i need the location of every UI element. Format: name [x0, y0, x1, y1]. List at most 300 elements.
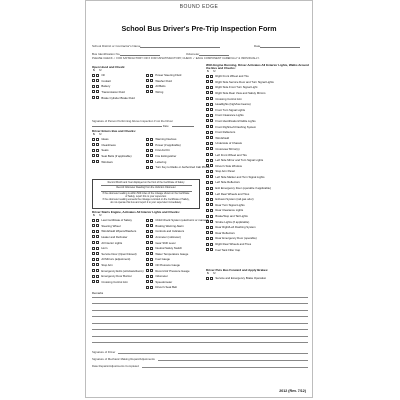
cert-line-6: do not operate this bus and report it to your supervisor immediately.: [110, 201, 182, 205]
person-date-label: Date: [162, 124, 169, 128]
satisfactory-checkbox[interactable]: [206, 91, 209, 94]
bus-id-field[interactable]: [92, 53, 160, 56]
cert-line-1: Record Month and Year displayed on the front of the Certificate of Safety: [107, 180, 185, 184]
satisfactory-checkbox[interactable]: [206, 103, 209, 106]
engine-running-section: [206, 64, 310, 252]
checklist-item-label: Lettering: [155, 159, 167, 164]
satisfactory-checkbox[interactable]: [206, 80, 209, 83]
unsatisfactory-checkbox[interactable]: [210, 198, 213, 201]
unsatisfactory-checkbox[interactable]: [210, 159, 213, 162]
unsatisfactory-checkbox[interactable]: [210, 147, 213, 150]
remarks-label: Remarks: [92, 291, 308, 298]
unsatisfactory-checkbox[interactable]: [96, 247, 99, 250]
remarks-line[interactable]: [92, 337, 308, 344]
unsatisfactory-checkbox[interactable]: [96, 90, 99, 93]
checklist-item-label: Record Air Pressure Gauge: [155, 268, 190, 273]
checklist-item-label: Exhaust System (rail gas odor): [215, 197, 254, 202]
satisfactory-checkbox[interactable]: [206, 220, 209, 223]
checklist-item-label: Fuel Gauge: [155, 257, 170, 262]
unsatisfactory-checkbox[interactable]: [150, 160, 153, 163]
satisfactory-checkbox[interactable]: [92, 90, 95, 93]
unsatisfactory-checkbox[interactable]: [210, 142, 213, 145]
satisfactory-checkbox[interactable]: [206, 97, 209, 100]
checklist-item-label: Washer Fluid: [155, 78, 172, 83]
mechanic-signature-label: Signature of Mechanic Making Repair/Adjustments: [92, 357, 155, 361]
unsatisfactory-checkbox[interactable]: [210, 170, 213, 173]
satisfactory-checkbox[interactable]: [206, 108, 209, 111]
checklist-item-label: Oil Pressure Gauge: [155, 262, 180, 267]
satisfactory-checkbox[interactable]: [92, 96, 95, 99]
checklist-item-label: Child Check System (electronic or manual): [155, 218, 209, 223]
unsatisfactory-checkbox[interactable]: [210, 108, 213, 111]
odometer-label: Odometer: [186, 52, 200, 56]
checklist-item-label: Glass: [101, 137, 109, 142]
repairs-date-label: Date Repairs/Adjustments Completed: [92, 364, 139, 368]
satisfactory-checkbox[interactable]: [92, 85, 95, 88]
checklist-item-label: Emergency Exits (windows/doors): [101, 268, 144, 273]
brakes-header: Driver Puts Bus Forward and Apply Brakes:: [206, 268, 269, 272]
unsatisfactory-checkbox[interactable]: [150, 286, 153, 289]
satisfactory-checkbox[interactable]: [146, 160, 149, 163]
unsatisfactory-checkbox[interactable]: [210, 175, 213, 178]
unsatisfactory-checkbox[interactable]: [150, 235, 153, 238]
unsatisfactory-checkbox[interactable]: [210, 215, 213, 218]
satisfactory-checkbox[interactable]: [92, 280, 95, 283]
satisfactory-checkbox[interactable]: [92, 160, 95, 163]
unsatisfactory-checkbox[interactable]: [96, 219, 99, 222]
su-label: S U: [93, 214, 104, 218]
satisfactory-checkbox[interactable]: [146, 166, 149, 169]
satisfactory-checkbox[interactable]: [146, 275, 149, 278]
checklist-item-label: Front Clearance Lights: [215, 113, 244, 118]
unsatisfactory-checkbox[interactable]: [210, 243, 213, 246]
certificate-box: [92, 179, 200, 209]
satisfactory-checkbox[interactable]: [92, 79, 95, 82]
unsatisfactory-checkbox[interactable]: [210, 86, 213, 89]
satisfactory-checkbox[interactable]: [92, 263, 95, 266]
unsatisfactory-checkbox[interactable]: [210, 203, 213, 206]
unsatisfactory-checkbox[interactable]: [150, 247, 153, 250]
unsatisfactory-checkbox[interactable]: [210, 237, 213, 240]
satisfactory-checkbox[interactable]: [92, 241, 95, 244]
unsatisfactory-checkbox[interactable]: [150, 275, 153, 278]
checklist-item-label: Power Steering Fluid: [155, 73, 182, 78]
checklist-item-label: Rear Emergency Door (operable): [215, 236, 257, 241]
satisfactory-checkbox[interactable]: [146, 219, 149, 222]
unsatisfactory-checkbox[interactable]: [210, 119, 213, 122]
checklist-item-label: Speedometer: [155, 279, 173, 284]
driver-starts-col-b: [146, 217, 209, 290]
satisfactory-checkbox[interactable]: [92, 247, 95, 250]
checklist-item-label: Steering Wheel: [101, 223, 121, 228]
cert-line-2: Record Odometer Reading from the Vehicle's Odometer: [116, 186, 176, 190]
satisfactory-checkbox[interactable]: [146, 224, 149, 227]
satisfactory-checkbox[interactable]: [206, 231, 209, 234]
unsatisfactory-checkbox[interactable]: [210, 75, 213, 78]
brakes-section: [206, 269, 310, 281]
unsatisfactory-checkbox[interactable]: [210, 131, 213, 134]
satisfactory-checkbox[interactable]: [146, 149, 149, 152]
satisfactory-checkbox[interactable]: [206, 75, 209, 78]
bus-id-label: Bus Identification No.: [92, 52, 121, 56]
inspection-form: [85, 0, 313, 398]
mechanic-signature-field[interactable]: [92, 354, 308, 361]
checklist-item-label: First Aid Kit: [155, 148, 170, 153]
satisfactory-checkbox[interactable]: [92, 143, 95, 146]
unsatisfactory-checkbox[interactable]: [96, 252, 99, 255]
satisfactory-checkbox[interactable]: [92, 138, 95, 141]
instructions-note: PLEASE CHECK ✓ FOR SATISFACTORY OR X FOR UNSATISFACTORY, CHECK ✓ EACH COMPONENT CAREFULLY & INDIVIDUALLY.: [92, 57, 260, 60]
unsatisfactory-checkbox[interactable]: [150, 74, 153, 77]
checklist-item-label: Rear Turn Signal Lights: [215, 202, 245, 207]
unsatisfactory-checkbox[interactable]: [96, 96, 99, 99]
checklist-item-label: Seat Belts (if applicable): [101, 153, 132, 158]
satisfactory-checkbox[interactable]: [92, 252, 95, 255]
checklist-item-label: Rear Reflectors: [215, 230, 235, 235]
date-label: Date: [254, 44, 261, 48]
unsatisfactory-checkbox[interactable]: [150, 138, 153, 141]
su-label: S U: [93, 69, 104, 73]
checklist-item-label: Front Right/Left Flashing System: [215, 124, 257, 129]
unsatisfactory-checkbox[interactable]: [150, 258, 153, 261]
satisfactory-checkbox[interactable]: [146, 258, 149, 261]
satisfactory-checkbox[interactable]: [146, 138, 149, 141]
unsatisfactory-checkbox[interactable]: [96, 138, 99, 141]
satisfactory-checkbox[interactable]: [206, 119, 209, 122]
checklist-item: [92, 159, 146, 165]
brakes-list: [206, 275, 310, 281]
satisfactory-checkbox[interactable]: [146, 143, 149, 146]
unsatisfactory-checkbox[interactable]: [150, 241, 153, 244]
unsatisfactory-checkbox[interactable]: [210, 181, 213, 184]
checklist-item-label: Windshield Wipers/Washers: [101, 229, 137, 234]
checklist-item-label: Emergency Door Buzzer: [101, 274, 132, 279]
checklist-item-label: Controls and Indicators: [155, 229, 185, 234]
checklist-item: [146, 285, 200, 291]
driver-enters-header: Driver Enters Bus and Checks:: [92, 129, 137, 133]
unsatisfactory-checkbox[interactable]: [150, 219, 153, 222]
satisfactory-checkbox[interactable]: [206, 248, 209, 251]
person-signature-label: Signature of Person Performing Above Inspection if not the Driver: [92, 119, 173, 123]
satisfactory-checkbox[interactable]: [206, 226, 209, 229]
unsatisfactory-checkbox[interactable]: [210, 164, 213, 167]
driver-signature-field[interactable]: [92, 347, 308, 354]
date-field[interactable]: [254, 45, 300, 48]
unsatisfactory-checkbox[interactable]: [210, 277, 213, 280]
checklist-item-label: Battery: [101, 84, 111, 89]
unsatisfactory-checkbox[interactable]: [96, 154, 99, 157]
satisfactory-checkbox[interactable]: [206, 209, 209, 212]
open-hood-col-a: [92, 72, 146, 100]
checklist-item-label: Service and Emergency Brake Operation: [215, 276, 267, 281]
satisfactory-checkbox[interactable]: [206, 215, 209, 218]
unsatisfactory-checkbox[interactable]: [150, 263, 153, 266]
unsatisfactory-checkbox[interactable]: [150, 79, 153, 82]
satisfactory-checkbox[interactable]: [92, 230, 95, 233]
satisfactory-checkbox[interactable]: [146, 241, 149, 244]
district-label: School District or Contractor's Name: [92, 44, 141, 48]
checklist-item-label: Brake Cylinder Brake Fluid: [101, 95, 135, 100]
unsatisfactory-checkbox[interactable]: [96, 263, 99, 266]
satisfactory-checkbox[interactable]: [206, 164, 209, 167]
satisfactory-checkbox[interactable]: [206, 192, 209, 195]
unsatisfactory-checkbox[interactable]: [210, 209, 213, 212]
checklist-item-label: All Belts: [155, 84, 166, 89]
su-label: S U: [207, 272, 218, 276]
checklist-item-label: All Interior Lights: [101, 240, 123, 245]
cert-line-3: If the odometer reading is within 500 miles of the mileage shown on the Certificate: [102, 192, 190, 196]
satisfactory-checkbox[interactable]: [146, 286, 149, 289]
satisfactory-checkbox[interactable]: [92, 275, 95, 278]
unsatisfactory-checkbox[interactable]: [150, 166, 153, 169]
checklist-item-label: Coolant: [101, 78, 112, 83]
checklist-item-label: Right Side Front Turn Signal Light: [215, 85, 258, 90]
satisfactory-checkbox[interactable]: [206, 237, 209, 240]
satisfactory-checkbox[interactable]: [206, 125, 209, 128]
satisfactory-checkbox[interactable]: [92, 154, 95, 157]
checklist-item-label: Left Rear Wheels and Tires: [215, 191, 250, 196]
unsatisfactory-checkbox[interactable]: [210, 226, 213, 229]
checklist-item-label: Windows: [101, 159, 113, 164]
driver-starts-col-a: [92, 217, 146, 290]
satisfactory-checkbox[interactable]: [146, 85, 149, 88]
checklist-item-label: Windshield: [215, 135, 230, 140]
satisfactory-checkbox[interactable]: [206, 147, 209, 150]
satisfactory-checkbox[interactable]: [92, 74, 95, 77]
cert-line-4: of Safety, report this to your supervisor.: [125, 195, 167, 199]
unsatisfactory-checkbox[interactable]: [96, 235, 99, 238]
checklist-item-label: Cleanliness: [101, 142, 116, 147]
cert-line-5: If the odometer reading exceeds the mileage recorded on the Certificate of Safety,: [102, 198, 190, 202]
checklist-item: [206, 247, 310, 253]
driver-enters-section: [92, 129, 210, 170]
satisfactory-checkbox[interactable]: [92, 258, 95, 261]
su-label: S U: [207, 70, 218, 74]
checklist-item-label: Stop Arm: [101, 262, 113, 267]
unsatisfactory-checkbox[interactable]: [96, 258, 99, 261]
checklist-item-label: Transmission Fluid: [101, 89, 125, 94]
unsatisfactory-checkbox[interactable]: [210, 187, 213, 190]
unsatisfactory-checkbox[interactable]: [210, 80, 213, 83]
satisfactory-checkbox[interactable]: [206, 243, 209, 246]
checklist-item: [146, 89, 200, 95]
satisfactory-checkbox[interactable]: [206, 131, 209, 134]
unsatisfactory-checkbox[interactable]: [210, 91, 213, 94]
checklist-item-label: Left Front Wheel and Tire: [215, 152, 247, 157]
satisfactory-checkbox[interactable]: [206, 170, 209, 173]
unsatisfactory-checkbox[interactable]: [150, 149, 153, 152]
satisfactory-checkbox[interactable]: [92, 235, 95, 238]
satisfactory-checkbox[interactable]: [92, 149, 95, 152]
checklist-item-label: Rear Clearance Lights: [215, 208, 244, 213]
checklist-item-label: Fire Extinguisher: [155, 153, 177, 158]
person-signature-line: [92, 124, 200, 128]
checklist-item-label: Gear Shift Lever: [155, 240, 176, 245]
checklist-item-label: Left Side Mirror and Turn Signal Lights: [215, 158, 264, 163]
satisfactory-checkbox[interactable]: [146, 79, 149, 82]
unsatisfactory-checkbox[interactable]: [210, 136, 213, 139]
satisfactory-checkbox[interactable]: [146, 247, 149, 250]
unsatisfactory-checkbox[interactable]: [150, 230, 153, 233]
checklist-item-label: Driver's Side Window: [215, 163, 242, 168]
checklist-item-label: Right Front Wheel and Tire: [215, 74, 249, 79]
checklist-item: [92, 95, 146, 101]
checklist-item-label: Right Side Rear View and Safety Mirrors: [215, 90, 266, 95]
checklist-item: [92, 268, 146, 274]
form-title: School Bus Driver's Pre-Trip Inspection Form: [121, 24, 277, 33]
checklist-item-label: Front Turn Signal Lights: [215, 107, 246, 112]
district-field[interactable]: [92, 45, 220, 48]
unsatisfactory-checkbox[interactable]: [96, 269, 99, 272]
checklist-item-label: Crossview Mirror(s): [215, 146, 240, 151]
unsatisfactory-checkbox[interactable]: [210, 248, 213, 251]
checklist-item-label: Water Temperature Gauge: [155, 251, 189, 256]
unsatisfactory-checkbox[interactable]: [150, 154, 153, 157]
satisfactory-checkbox[interactable]: [206, 198, 209, 201]
driver-enters-col-b: [146, 136, 210, 170]
checklist-item-label: All Mirrors (adjustment): [101, 257, 131, 262]
unsatisfactory-checkbox[interactable]: [150, 224, 153, 227]
su-label: S U: [93, 133, 104, 137]
satisfactory-checkbox[interactable]: [206, 181, 209, 184]
unsatisfactory-checkbox[interactable]: [96, 149, 99, 152]
checklist-item-label: Front Identification/Visible Lights: [215, 118, 256, 123]
unsatisfactory-checkbox[interactable]: [150, 90, 153, 93]
satisfactory-checkbox[interactable]: [206, 142, 209, 145]
unsatisfactory-checkbox[interactable]: [150, 280, 153, 283]
checklist-item-label: Brake/Stop and Tail Lights: [215, 214, 248, 219]
checklist-item-label: Crossing Control Arm: [215, 96, 242, 101]
checklist-item: [92, 279, 146, 285]
satisfactory-checkbox[interactable]: [146, 74, 149, 77]
checklist-item-label: Warning Devices: [155, 137, 177, 142]
satisfactory-checkbox[interactable]: [146, 280, 149, 283]
satisfactory-checkbox[interactable]: [146, 269, 149, 272]
satisfactory-checkbox[interactable]: [146, 252, 149, 255]
checklist-item-label: Driver's Seat Belt: [155, 285, 177, 290]
unsatisfactory-checkbox[interactable]: [96, 230, 99, 233]
satisfactory-checkbox[interactable]: [146, 263, 149, 266]
checklist-item-label: Neutral Safety Switch: [155, 246, 183, 251]
bottom-fields: [92, 347, 308, 368]
checklist-item-label: Horn: [101, 246, 108, 251]
satisfactory-checkbox[interactable]: [146, 235, 149, 238]
form-number: 2012 (Rev. 7/12): [279, 389, 306, 393]
satisfactory-checkbox[interactable]: [146, 90, 149, 93]
checklist-item-label: Ammeter (voltmeter): [155, 234, 181, 239]
unsatisfactory-checkbox[interactable]: [96, 224, 99, 227]
unsatisfactory-checkbox[interactable]: [210, 231, 213, 234]
checklist-item: [146, 217, 209, 223]
remarks-area[interactable]: [92, 291, 308, 343]
satisfactory-checkbox[interactable]: [206, 203, 209, 206]
unsatisfactory-checkbox[interactable]: [96, 74, 99, 77]
checklist-item-label: Right Rear Wheels and Tires: [215, 242, 252, 247]
engine-running-list: [206, 73, 310, 252]
unsatisfactory-checkbox[interactable]: [150, 269, 153, 272]
checklist-item-label: Braking Warning Alarm: [155, 223, 184, 228]
satisfactory-checkbox[interactable]: [146, 230, 149, 233]
unsatisfactory-checkbox[interactable]: [96, 280, 99, 283]
unsatisfactory-checkbox[interactable]: [210, 114, 213, 117]
open-hood-header: Open Hood and Check:: [92, 65, 126, 69]
unsatisfactory-checkbox[interactable]: [150, 85, 153, 88]
checklist-item-label: Underside of Chassis: [215, 141, 242, 146]
unsatisfactory-checkbox[interactable]: [96, 85, 99, 88]
unsatisfactory-checkbox[interactable]: [150, 143, 153, 146]
checklist-item-label: Front Reflectors: [215, 130, 236, 135]
driver-starts-header: Driver Starts Engine, Activates All Interior Lights and Checks:: [92, 210, 180, 214]
checklist-item-label: Left Side Marker and Turn Signal Lights: [215, 174, 265, 179]
unsatisfactory-checkbox[interactable]: [96, 79, 99, 82]
person-signature-field[interactable]: [92, 119, 200, 123]
unsatisfactory-checkbox[interactable]: [210, 97, 213, 100]
satisfactory-checkbox[interactable]: [206, 159, 209, 162]
unsatisfactory-checkbox[interactable]: [96, 241, 99, 244]
satisfactory-checkbox[interactable]: [92, 224, 95, 227]
bound-edge-label: BOUND EDGE: [179, 4, 219, 10]
checklist-item-label: Seats: [101, 148, 109, 153]
checklist-item-label: Crossing Control Arm: [101, 279, 128, 284]
unsatisfactory-checkbox[interactable]: [96, 143, 99, 146]
open-hood-section: [92, 66, 202, 100]
satisfactory-checkbox[interactable]: [206, 187, 209, 190]
checklist-item-label: Right Side Service Door and Turn Signal Lights: [215, 79, 274, 84]
unsatisfactory-checkbox[interactable]: [150, 252, 153, 255]
checklist-item: [146, 164, 210, 170]
satisfactory-checkbox[interactable]: [206, 277, 209, 280]
checklist-item-label: Exit Emergency Door (operable if applicable): [215, 186, 271, 191]
checklist-item-label: Oil: [101, 73, 105, 78]
checklist-item-label: Last Certificate of Safety: [101, 218, 132, 223]
checklist-item-label: Power (if applicable): [155, 142, 181, 147]
satisfactory-checkbox[interactable]: [206, 86, 209, 89]
checklist-item-label: Service Door (Open/Closed): [101, 251, 137, 256]
checklist-item-label: Left Side Reflectors: [215, 180, 240, 185]
engine-running-header: With Engine Running, Driver Activates All Exterior Lights, Walks Around the Bus and Checks:: [206, 63, 309, 71]
unsatisfactory-checkbox[interactable]: [210, 103, 213, 106]
checklist-item: [206, 275, 310, 281]
satisfactory-checkbox[interactable]: [146, 154, 149, 157]
odometer-field[interactable]: [186, 53, 229, 56]
driver-starts-section: [92, 210, 209, 290]
unsatisfactory-checkbox[interactable]: [210, 192, 213, 195]
unsatisfactory-checkbox[interactable]: [96, 275, 99, 278]
checklist-item-label: Wiring: [155, 89, 164, 94]
satisfactory-checkbox[interactable]: [206, 153, 209, 156]
unsatisfactory-checkbox[interactable]: [210, 153, 213, 156]
checklist-item-label: Turn Key to Radio or Authorized Cab Phone: [155, 165, 210, 170]
satisfactory-checkbox[interactable]: [92, 269, 95, 272]
unsatisfactory-checkbox[interactable]: [210, 220, 213, 223]
driver-enters-col-a: [92, 136, 146, 170]
satisfactory-checkbox[interactable]: [92, 219, 95, 222]
driver-signature-label: Signature of Driver: [92, 350, 116, 354]
unsatisfactory-checkbox[interactable]: [96, 160, 99, 163]
checklist-item-label: Odometer: [155, 274, 168, 279]
checklist-item-label: Headlights (high/low beams): [215, 102, 251, 107]
repairs-date-field[interactable]: [92, 361, 308, 368]
satisfactory-checkbox[interactable]: [206, 175, 209, 178]
satisfactory-checkbox[interactable]: [206, 114, 209, 117]
checklist-item-label: Stop Arm Panel: [215, 169, 235, 174]
checklist-item-label: Rear Right/Left Flashing System: [215, 225, 256, 230]
checklist-item-label: Fuel Tank Filler Cap: [215, 247, 241, 252]
unsatisfactory-checkbox[interactable]: [210, 125, 213, 128]
satisfactory-checkbox[interactable]: [206, 136, 209, 139]
open-hood-col-b: [146, 72, 200, 100]
checklist-item-label: Heater and Defroster: [101, 234, 128, 239]
